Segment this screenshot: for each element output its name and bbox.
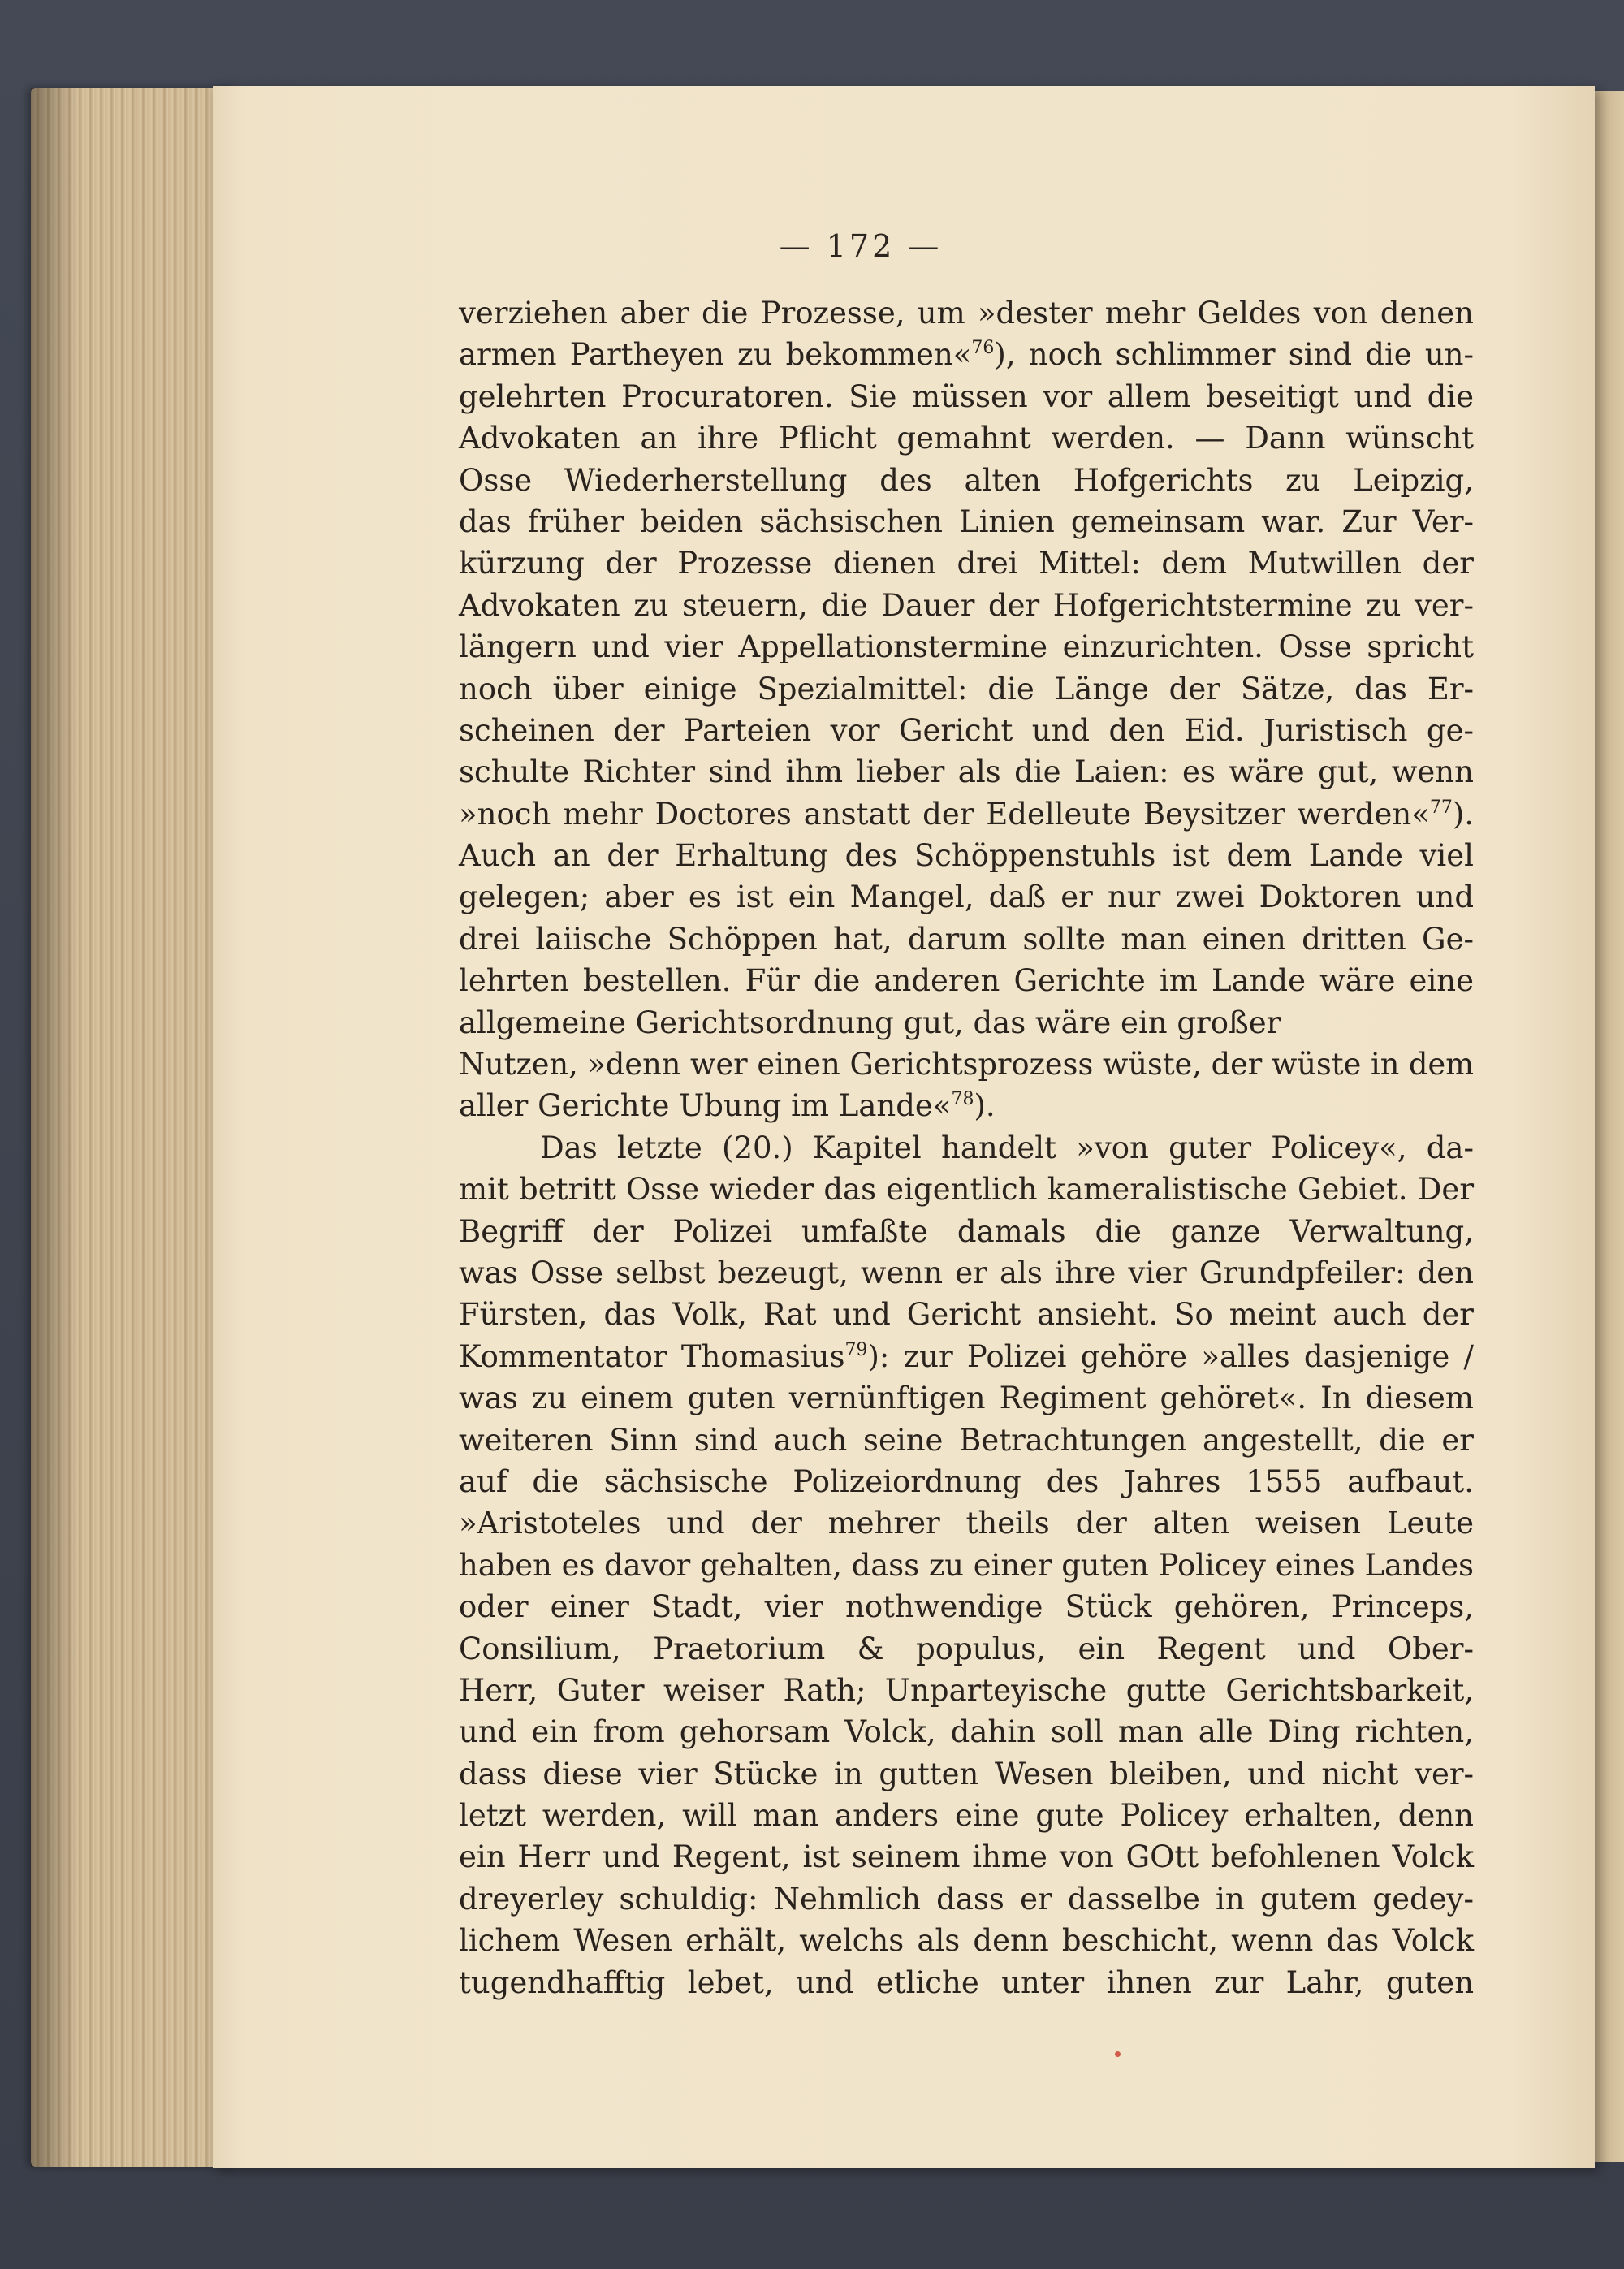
line-text: Begriff der Polizei umfaßte damals die ganze Verwaltung, (459, 1213, 1474, 1249)
text-line-content (459, 1586, 1474, 1627)
text-line (459, 1670, 1474, 1711)
text-line-content (459, 417, 1474, 459)
line-text: allgemeine Gerichtsordnung gut, das wäre ein großer (459, 1005, 1281, 1040)
text-line-content (459, 460, 1474, 501)
line-text: das früher beiden sächsischen Linien gemeinsam war. Zur Ver- (459, 504, 1475, 539)
text-line (459, 1211, 1474, 1252)
text-line (459, 1044, 1474, 1085)
footnote-marker: 79 (844, 1339, 868, 1360)
text-line (459, 1002, 1474, 1044)
line-text: lehrten bestellen. Für die anderen Gerichte im Lande wäre eine (459, 963, 1475, 999)
book-page-edges (31, 88, 234, 2167)
text-line (459, 1336, 1474, 1377)
text-line-content (459, 1169, 1474, 1210)
line-text: was Osse selbst bezeugt, wenn er als ihre vier Grundpfeiler: den (459, 1255, 1474, 1290)
line-text: Das letzte (20.) Kapitel handelt »von guter Policey«, da- (540, 1130, 1474, 1165)
text-line-content (459, 1085, 996, 1131)
line-text: gelehrten Procuratoren. Sie müssen vor allem beseitigt und die (459, 378, 1475, 414)
text-line (459, 1586, 1474, 1627)
body-text (459, 292, 1474, 2003)
text-line (459, 501, 1474, 542)
footnote-marker: 76 (971, 338, 995, 359)
text-line-content (459, 1294, 1474, 1335)
line-text: haben es davor gehalten, dass zu einer guten Policey eines Landes (459, 1547, 1475, 1583)
text-line-content (459, 1628, 1474, 1670)
line-text: mit betritt Osse wieder das eigentlich kameralistische Gebiet. Der (459, 1172, 1475, 1208)
edge-shadow (31, 88, 80, 2167)
text-line-content (459, 334, 1474, 380)
line-text: Consilium, Praetorium & populus, ein Regent und Ober- (459, 1631, 1475, 1666)
line-text: Kommentator Thomasius (459, 1338, 845, 1374)
text-line-content (459, 1795, 1474, 1836)
line-text: kürzung der Prozesse dienen drei Mittel: dem Mutwillen der (459, 546, 1474, 581)
line-text-continued: ), noch schlimmer sind die un- (994, 337, 1475, 373)
next-page-edge (1595, 91, 1624, 2162)
paper-blemish (1115, 2051, 1121, 2057)
text-line-content (459, 1753, 1474, 1795)
text-line (459, 960, 1474, 1001)
text-line-content (459, 1962, 1474, 2003)
page-number: — 172 — (779, 228, 943, 264)
line-text: oder einer Stadt, vier nothwendige Stück gehören, Princeps, (459, 1589, 1475, 1625)
text-line (459, 1711, 1474, 1753)
line-text: Nutzen, »denn wer einen Gerichtsprozess wüste, der wüste in dem (459, 1047, 1475, 1083)
text-line (459, 918, 1474, 960)
text-line (459, 1085, 1474, 1126)
text-line-content (459, 835, 1474, 876)
text-line-content (459, 1420, 1474, 1461)
line-text: Herr, Guter weiser Rath; Unparteyische gutte Gerichtsbarkeit, (459, 1672, 1474, 1708)
text-line (459, 668, 1474, 710)
line-text: noch über einige Spezialmittel: die Länge der Sätze, das Er- (459, 671, 1475, 707)
text-line (459, 1753, 1474, 1795)
line-text: und ein from gehorsam Volck, dahin soll man alle Ding richten, (459, 1714, 1475, 1750)
line-text: aller Gerichte Ubung im Lande« (459, 1088, 952, 1124)
text-line-content (459, 1920, 1474, 1961)
line-text: Osse Wiederherstellung des alten Hofgerichts zu Leipzig, (459, 462, 1474, 498)
text-line (459, 835, 1474, 876)
text-line (459, 1420, 1474, 1461)
text-line (459, 542, 1474, 584)
text-line (459, 1878, 1474, 1920)
text-line-content (459, 376, 1474, 417)
text-line (459, 1545, 1474, 1586)
line-text: was zu einem guten vernünftigen Regiment gehöret«. In diesem (459, 1381, 1474, 1416)
line-text-continued: ). (974, 1088, 996, 1124)
line-text: Advokaten an ihre Pflicht gemahnt werden. — Dann wünscht (459, 421, 1475, 456)
text-line-content (459, 1002, 1281, 1044)
line-text: weiteren Sinn sind auch seine Betrachtungen angestellt, die er (459, 1422, 1474, 1458)
line-text: schulte Richter sind ihm lieber als die Laien: es wäre gut, wenn (459, 754, 1474, 790)
line-text: Fürsten, das Volk, Rat und Gericht ansieht. So meint auch der (459, 1297, 1474, 1333)
text-line-content (459, 960, 1474, 1001)
text-line-content (459, 793, 1474, 840)
text-line (459, 460, 1474, 501)
text-line-content (459, 710, 1474, 751)
text-line (459, 1628, 1474, 1670)
line-text: drei laiische Schöppen hat, darum sollte man einen dritten Ge- (459, 921, 1474, 957)
text-line-content (459, 501, 1474, 542)
text-line-content (459, 1878, 1474, 1920)
text-line-content (459, 876, 1474, 918)
line-text: »Aristoteles und der mehrer theils der alten weisen Leute (459, 1506, 1475, 1541)
text-line-content (459, 542, 1474, 584)
text-line (459, 334, 1474, 375)
text-line-content (459, 1836, 1474, 1878)
text-line-content (459, 292, 1474, 334)
text-line (459, 1836, 1474, 1878)
text-line (459, 1962, 1474, 2003)
text-line-content (459, 751, 1474, 793)
text-line (459, 376, 1474, 417)
line-text: ein Herr und Regent, ist seinem ihme von GOtt befohlenen Volck (459, 1839, 1474, 1875)
text-line-content (459, 668, 1474, 710)
line-text: armen Partheyen zu bekommen« (459, 337, 972, 373)
line-text: »noch mehr Doctores anstatt der Edelleute Beysitzer werden« (459, 796, 1430, 832)
text-line-content (459, 1711, 1474, 1753)
text-line-content (459, 1252, 1474, 1294)
line-text: dass diese vier Stücke in gutten Wesen bleiben, und nicht ver- (459, 1756, 1475, 1791)
text-line-content (540, 1127, 1474, 1169)
text-line (459, 793, 1474, 835)
line-text-continued: ): zur Polizei gehöre »alles dasjenige / (867, 1338, 1474, 1374)
text-line (459, 1502, 1474, 1544)
text-line (459, 1169, 1474, 1210)
text-line-content (459, 1336, 1474, 1382)
text-line (459, 1252, 1474, 1294)
text-line (459, 292, 1474, 334)
footnote-marker: 78 (951, 1089, 974, 1110)
text-line (459, 710, 1474, 751)
text-line-content (459, 1211, 1474, 1252)
line-text: gelegen; aber es ist ein Mangel, daß er nur zwei Doktoren und (459, 880, 1475, 915)
text-line-content (459, 1461, 1474, 1502)
text-line (459, 1461, 1474, 1502)
line-text: verziehen aber die Prozesse, um »dester mehr Geldes von denen (459, 296, 1474, 331)
text-line-content (459, 585, 1474, 626)
text-line (459, 751, 1474, 793)
text-line-content (459, 1502, 1474, 1544)
text-line (459, 876, 1474, 918)
text-line (459, 417, 1474, 459)
text-line (459, 1294, 1474, 1335)
line-text: Auch an der Erhaltung des Schöppenstuhls ist dem Lande viel (459, 838, 1474, 874)
line-text: längern und vier Appellationstermine einzurichten. Osse spricht (459, 629, 1475, 665)
footnote-marker: 77 (1429, 797, 1453, 818)
text-line (459, 1127, 1474, 1169)
text-line (459, 1377, 1474, 1419)
text-line (459, 626, 1474, 668)
line-text: tugendhafftig lebet, und etliche unter ihnen zur Lahr, guten (459, 1964, 1475, 2000)
line-text: scheinen der Parteien vor Gericht und den Eid. Juristisch ge- (459, 712, 1474, 748)
text-line-content (459, 1545, 1474, 1586)
text-line-content (459, 1670, 1474, 1711)
text-line-content (459, 1377, 1474, 1419)
line-text-continued: ). (1452, 796, 1475, 832)
line-text: auf die sächsische Polizeiordnung des Jahres 1555 aufbaut. (459, 1463, 1475, 1499)
line-text: letzt werden, will man anders eine gute Policey erhalten, denn (459, 1798, 1475, 1834)
line-text: dreyerley schuldig: Nehmlich dass er dasselbe in gutem gedey- (459, 1881, 1474, 1917)
line-text: lichem Wesen erhält, welchs als denn beschicht, wenn das Volck (459, 1923, 1475, 1959)
text-line-content (459, 1044, 1474, 1085)
text-line (459, 1795, 1474, 1836)
text-line (459, 585, 1474, 626)
text-line-content (459, 918, 1474, 960)
line-text: Advokaten zu steuern, die Dauer der Hofgerichtstermine zu ver- (459, 587, 1474, 623)
text-line-content (459, 626, 1474, 668)
text-line (459, 1920, 1474, 1961)
